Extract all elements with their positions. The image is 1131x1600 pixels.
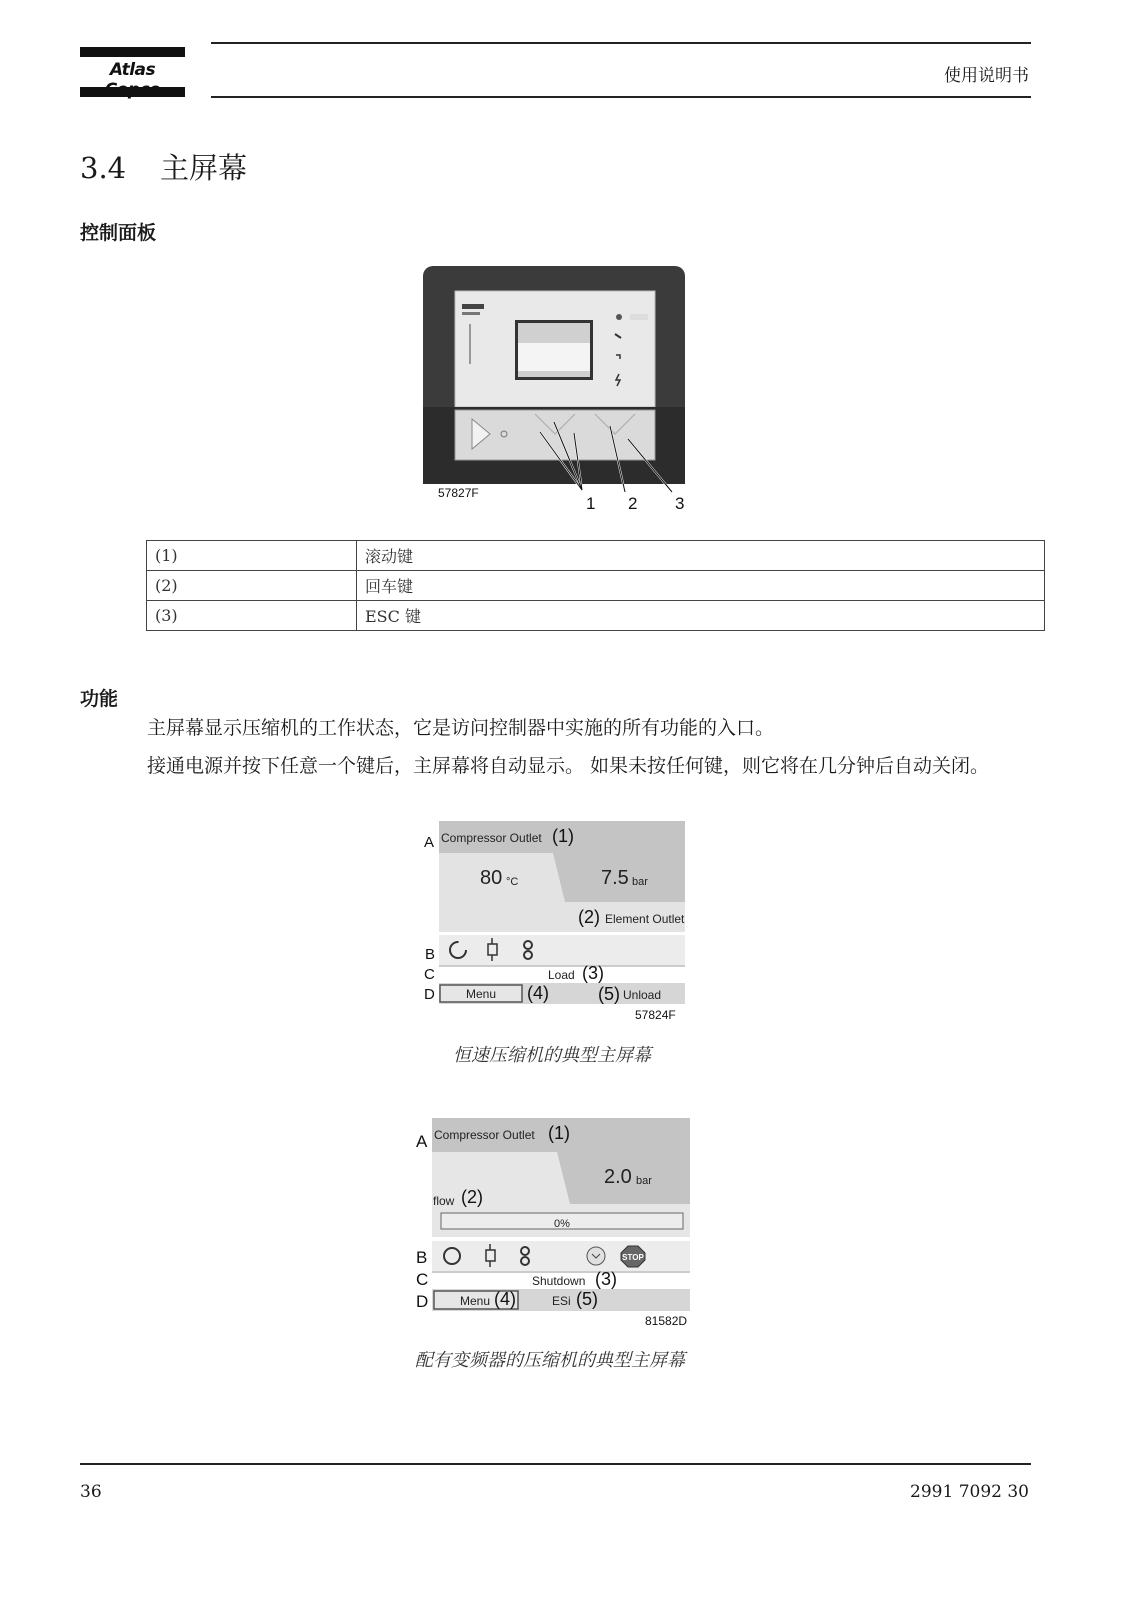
table-row [147,571,1045,601]
screen1-pressure-unit: bar [632,876,648,888]
table-cell-ref: (3) [147,601,357,631]
flow-percent: 0% [554,1218,570,1230]
screen2-esi-ref: (5) [576,1289,598,1309]
screen2-pressure-value: 2.0 [604,1166,632,1188]
panel-figure-code: 57827F [438,486,479,500]
screen2-menu-button: Menu [460,1294,491,1308]
header-top-rule [211,42,1031,44]
screen2-row-d: D [416,1292,429,1311]
screen1-menu-ref: (4) [527,983,549,1003]
screen2-flow-label: flow [433,1194,455,1208]
screen2-title: Compressor Outlet [434,1128,535,1142]
table-cell-ref: (2) [147,571,357,601]
screen2-menu-ref: (4) [494,1289,516,1309]
screen1-unload-ref: (5) [598,984,620,1004]
footer-rule [80,1463,1031,1465]
screen2-title-ref: (1) [548,1123,570,1143]
stop-icon-label: STOP [622,1253,644,1262]
logo-text: Atlas [109,60,156,80]
screen2-row-c: C [416,1270,429,1289]
screen1-unload-label: Unload [623,988,662,1002]
table-row [147,601,1045,631]
screen1-pressure-value: 7.5 [601,867,629,889]
screen1-status-label: Load [548,968,575,982]
screen1-title: Compressor Outlet [441,831,542,845]
section-title: 主屏幕 [160,151,248,185]
screen2-status-ref: (3) [595,1269,617,1289]
document-number: 2991 7092 30 [910,1482,1029,1502]
atlas-copco-logo [80,47,185,99]
table-cell-desc: 回车键 [357,571,1045,601]
screen1-row-c: C [424,966,435,983]
table-cell-ref: (1) [147,541,357,571]
screen2-caption: 配有变频器的压缩机的典型主屏幕 [415,1350,685,1371]
main-screen-vsd [414,1117,694,1332]
section-heading [80,146,247,187]
main-screen-fixed-speed [420,820,690,1026]
screen2-esi-label: ESi [552,1294,571,1308]
screen1-title-ref: (1) [552,826,574,846]
function-paragraph-2: 接通电源并按下任意一个键后，主屏幕将自动显示。 如果未按任何键，则它将在几分钟后自动关闭。 [147,755,990,777]
screen1-row-b: B [425,946,436,963]
screen1-temp-value: 80 [480,867,503,889]
screen1-figure-code: 57824F [635,1008,676,1022]
screen1-element-ref: (2) [578,907,600,927]
screen2-figure-code: 81582D [645,1314,688,1328]
table-cell-desc: 滚动键 [357,541,1045,571]
screen2-flow-ref: (2) [461,1187,483,1207]
screen1-temp-unit: °C [506,876,519,888]
screen2-pressure-unit: bar [636,1175,652,1187]
page-number: 36 [80,1482,102,1502]
screen1-status-ref: (3) [582,963,604,983]
screen1-element-label: Element Outlet [605,912,685,926]
screen2-row-b: B [416,1248,428,1267]
section-number: 3.4 [80,151,127,185]
screen1-menu-button: Menu [466,987,497,1001]
control-panel-heading: 控制面板 [80,222,157,244]
screen1-row-d: D [424,986,435,1003]
header-bottom-rule [211,96,1031,98]
flow-progress-bar [442,1214,682,1228]
table-row [147,541,1045,571]
screen1-row-a: A [424,834,435,851]
function-paragraph-1: 主屏幕显示压缩机的工作状态，它是访问控制器中实施的所有功能的入口。 [147,717,775,739]
table-cell-desc: ESC 键 [357,601,1045,631]
key-table [146,540,1045,631]
callout-3: 3 [675,494,685,513]
function-heading: 功能 [80,688,119,710]
control-panel-illustration [420,264,695,524]
screen1-caption: 恒速压缩机的典型主屏幕 [453,1045,651,1066]
callout-2: 2 [628,494,638,513]
doc-title: 使用说明书 [944,66,1029,86]
screen2-row-a: A [416,1132,428,1151]
screen2-status-label: Shutdown [532,1274,586,1288]
callout-1: 1 [586,494,596,513]
